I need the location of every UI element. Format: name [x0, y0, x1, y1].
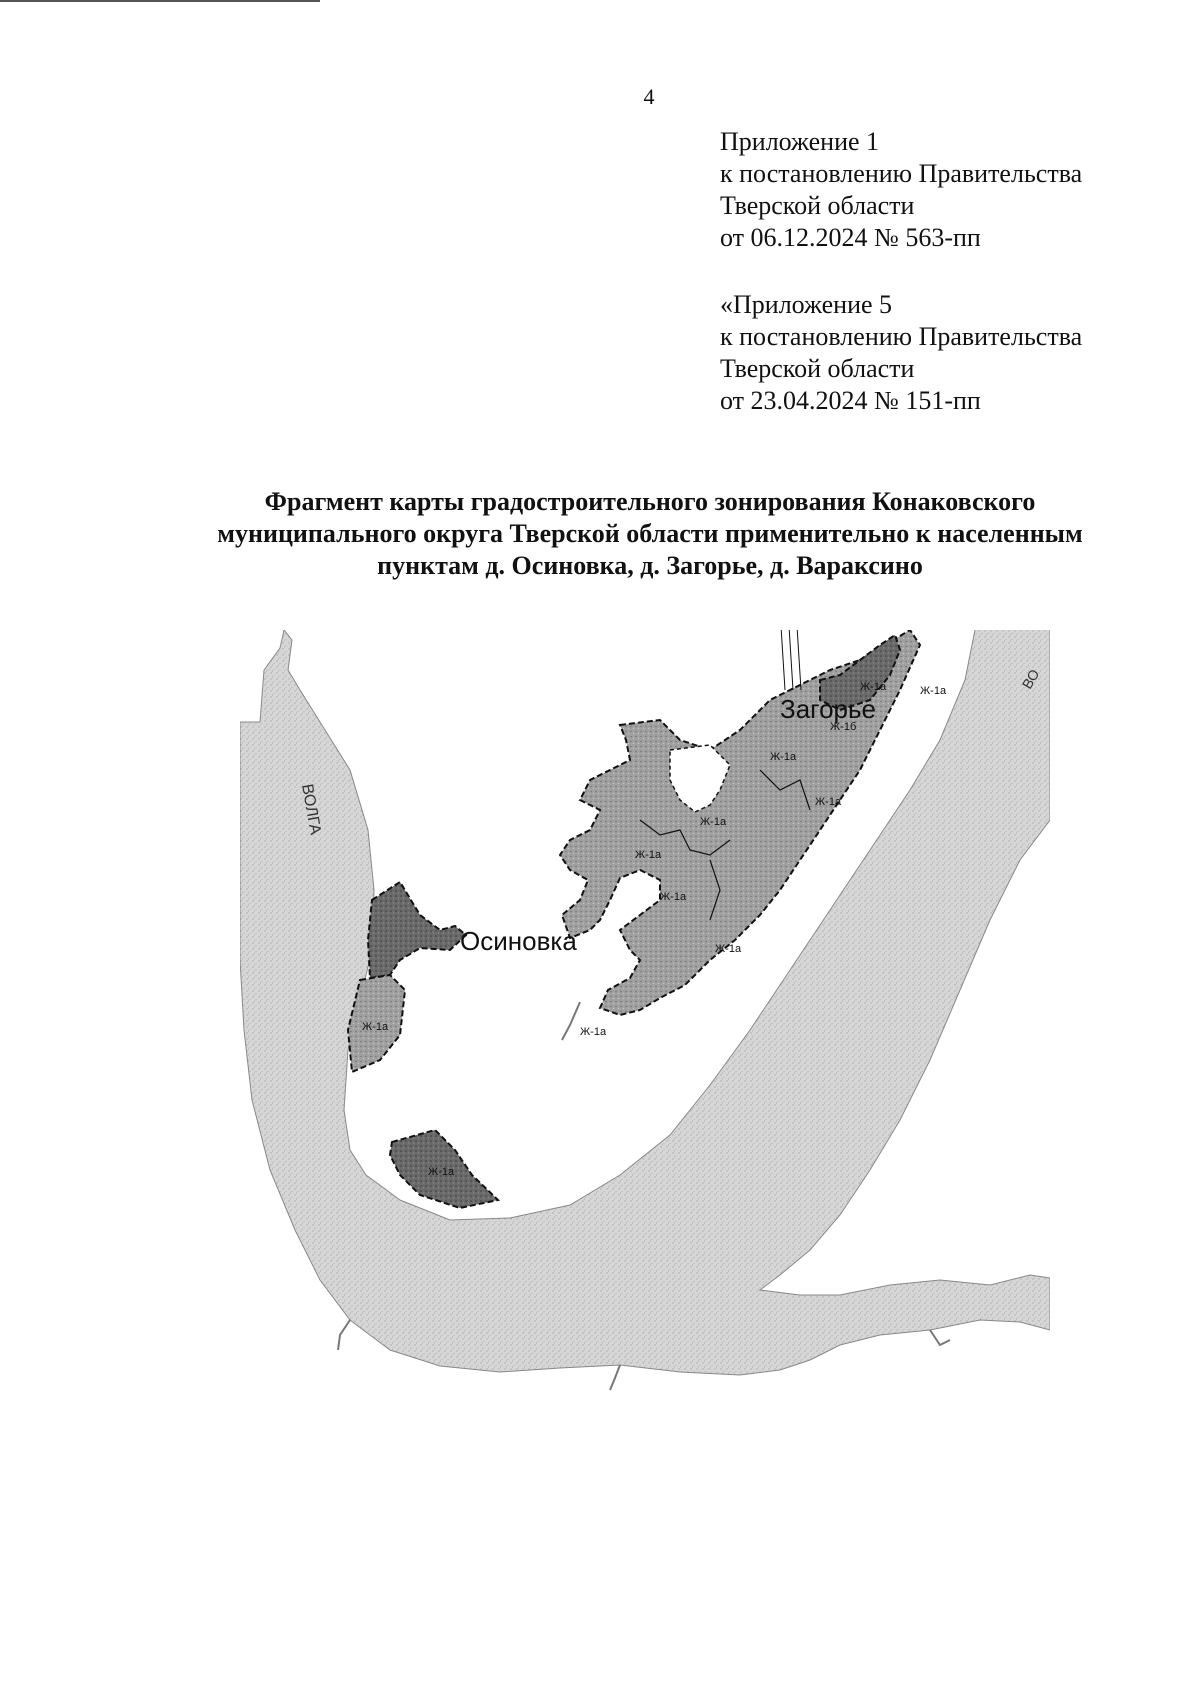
appendix-region: Тверской области	[720, 191, 915, 220]
zone-label: Ж-1а	[580, 1026, 607, 1038]
zoning-map	[240, 630, 1050, 1470]
zoning-map-svg	[240, 630, 1050, 1470]
village-label-osinovka: Осиновка	[460, 926, 577, 956]
page-number: 4	[643, 84, 655, 109]
zone-label: Ж-1а	[635, 849, 662, 861]
river-label-short: ВО	[1018, 666, 1043, 692]
zone-label: Ж-1а	[770, 751, 797, 763]
appendix-reference: к постановлению Правительства	[720, 159, 1083, 188]
river-inlet	[562, 1002, 580, 1040]
zone-label: Ж-1а	[715, 943, 742, 955]
zone-label: Ж-1а	[362, 1021, 389, 1033]
zone-label: Ж-1а	[860, 681, 887, 693]
appendix-reference: к постановлению Правительства	[720, 322, 1083, 351]
zone-label: Ж-1б	[830, 721, 857, 733]
zone-label: Ж-1а	[920, 685, 947, 697]
document-title	[150, 486, 1150, 582]
zone-label: Ж-1а	[660, 891, 687, 903]
river-inlet	[338, 1320, 350, 1350]
zone-label: Ж-1а	[428, 1166, 455, 1178]
river-label: ВОЛГА	[298, 782, 324, 837]
zone-osinovka-north	[368, 882, 466, 978]
zone-label: Ж-1а	[815, 796, 842, 808]
river-inlet	[610, 1365, 620, 1390]
zone-label: Ж-1а	[700, 816, 727, 828]
village-label-zagorye: Загорье	[780, 694, 877, 724]
title-line: муниципального округа Тверской области применительно к населенным	[217, 519, 1083, 548]
scan-edge-line	[0, 0, 320, 2]
power-line	[780, 630, 801, 690]
appendix-heading: Приложение 1	[720, 127, 880, 156]
appendix-block-original	[720, 289, 1082, 417]
appendix-region: Тверской области	[720, 354, 915, 383]
appendix-date-number: от 06.12.2024 № 563-пп	[720, 223, 981, 252]
appendix-block-current	[720, 126, 1082, 254]
title-line: Фрагмент карты градостроительного зонирования Конаковского	[264, 487, 1036, 516]
appendix-date-number: от 23.04.2024 № 151-пп	[720, 386, 981, 415]
river-inlet	[930, 1330, 950, 1345]
appendix-heading: «Приложение 5	[720, 290, 893, 319]
title-line: пунктам д. Осиновка, д. Загорье, д. Вараксино	[377, 551, 923, 580]
